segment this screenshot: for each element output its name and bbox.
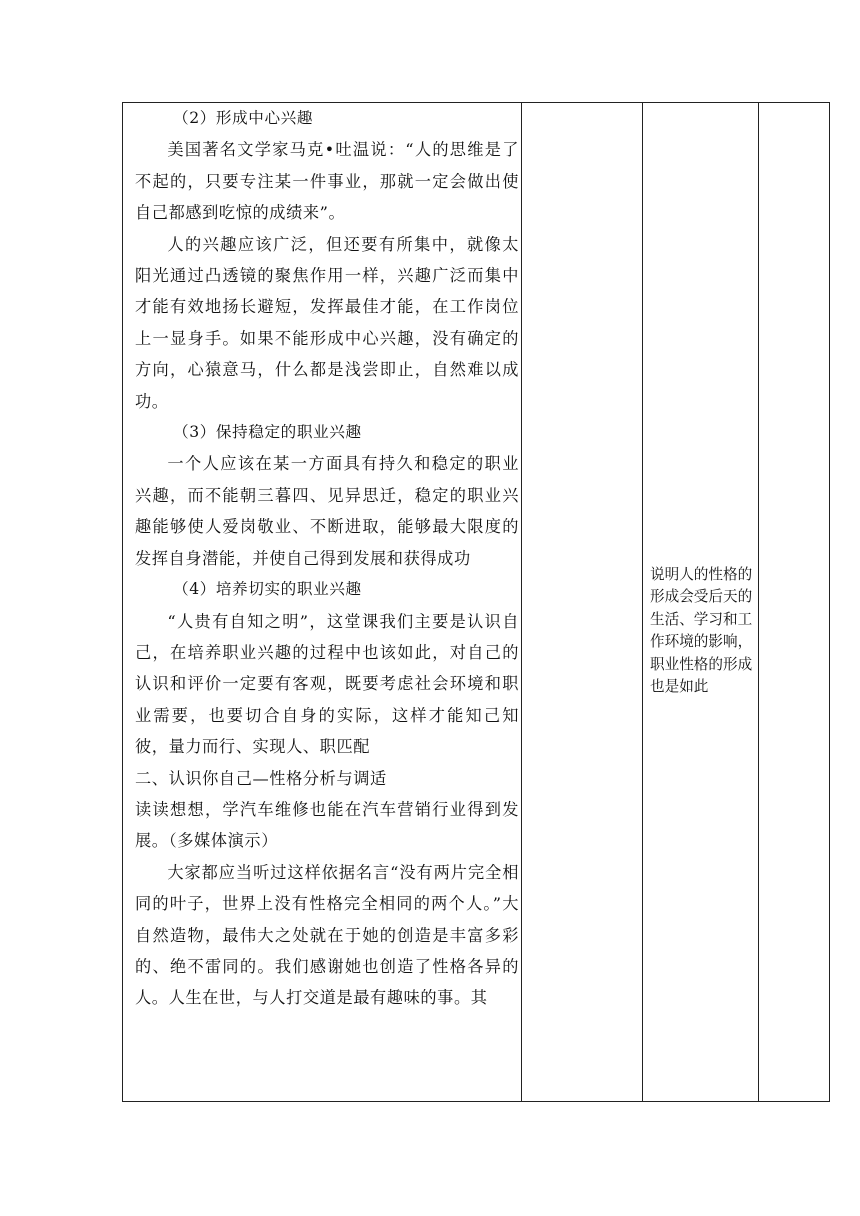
teaching-content-column — [123, 103, 522, 1101]
paragraph: （4）培养切实的职业兴趣 — [173, 580, 362, 599]
paragraph: 一个人应该在某一方面具有持久和稳定的职业兴趣，而不能朝三暮四、见异思迁，稳定的职业兴趣能够使人爱岗敬业、不断进取，能够最大限度的发挥自身潜能，并使自己得到发展和获得成功 — [135, 454, 519, 568]
section-heading: 二、认识你自己—性格分析与调适 — [135, 768, 387, 788]
paragraph: 读读想想，学汽车维修也能在汽车营销行业得到发展。（多媒体演示） — [135, 799, 519, 851]
paragraph: 人的兴趣应该广泛，但还要有所集中，就像太阳光通过凸透镜的聚焦作用一样，兴趣广泛而集中才能有效地扬长避短，发挥最佳才能，在工作岗位上一显身手。如果不能形成中心兴趣，没有确定的方向，心猿意马，什么都是浅尝即止，自然难以成功。 — [135, 234, 519, 411]
empty-column — [522, 103, 643, 1101]
paragraph: （3）保持稳定的职业兴趣 — [173, 423, 362, 442]
design-intent-column — [643, 103, 759, 1101]
paragraph: 大家都应当听过这样依据名言“没有两片完全相同的叶子，世界上没有性格完全相同的两个人。”大自然造物，最伟大之处就在于她的创造是丰富多彩的、绝不雷同的。我们感谢她也创造了性格各异的人。人生在世，与人打交道是最有趣味的事。其 — [135, 862, 519, 1008]
paragraph: （2）形成中心兴趣 — [173, 109, 314, 127]
side-note: 说明人的性格的形成会受后天的生活、学习和工作环境的影响，职业性格的形成也是如此 — [650, 566, 753, 696]
lesson-plan-table — [122, 102, 830, 1102]
paragraph: “人贵有自知之明”，这堂课我们主要是认识自己，在培养职业兴趣的过程中也该如此，对自己的认识和评价一定要有客观，既要考虑社会环境和职业需要，也要切合自身的实际，这样才能知己知彼，量力而行、实现人、职匹配 — [135, 611, 519, 757]
paragraph: 美国著名文学家马克•吐温说：“人的思维是了不起的，只要专注某一件事业，那就一定会做出使自己都感到吃惊的成绩来”。 — [135, 140, 519, 223]
empty-column — [759, 103, 831, 1101]
teaching-content — [135, 103, 519, 1014]
